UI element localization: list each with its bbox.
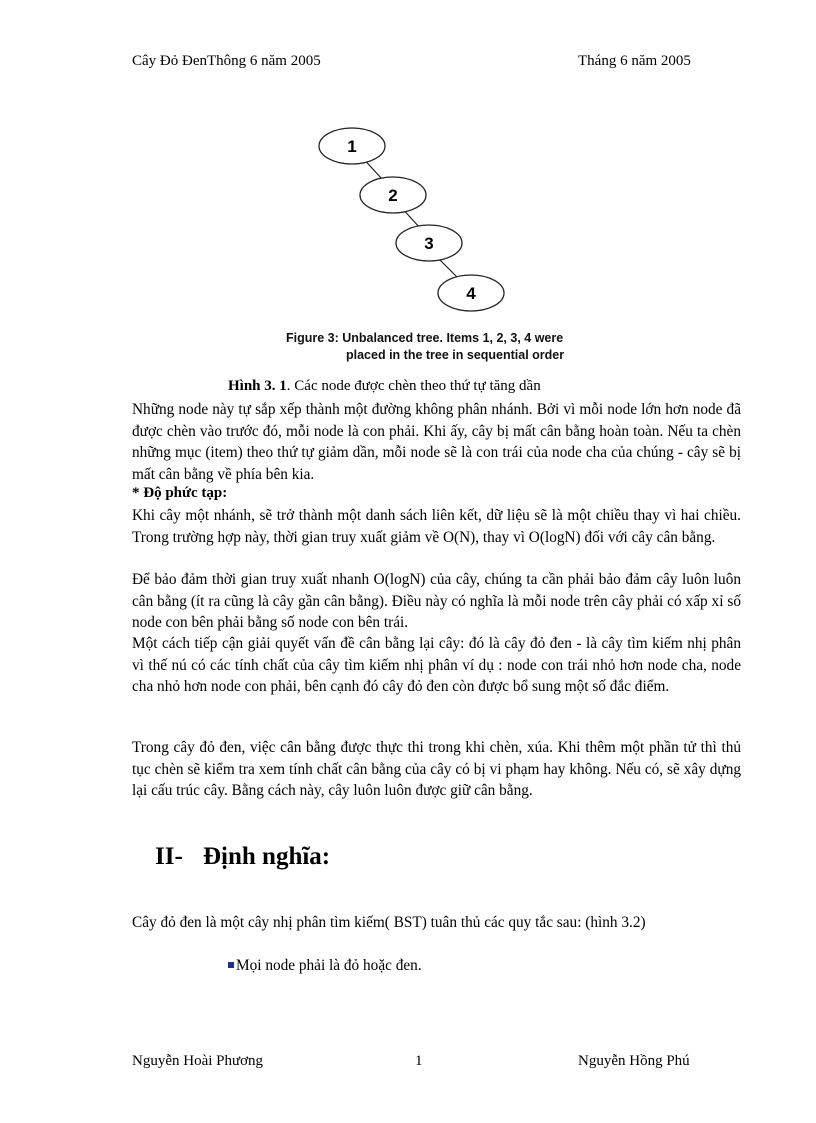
header-right: Tháng 6 năm 2005 [578,53,691,69]
bullet-square-icon [228,962,234,968]
figure-caption-line2: placed in the tree in sequential order [346,348,565,362]
figure-label [228,378,541,395]
tree-node-label-1: 1 [347,137,357,156]
definition-text: Cây đỏ đen là một cây nhị phân tìm kiếm( BST) tuân thủ các quy tắc sau: (hình 3.2) [132,914,646,931]
section-title: Định nghĩa: [203,843,331,870]
figure-caption-line1: Figure 3: Unbalanced tree. Items 1, 2, 3, 4 were [286,331,564,345]
tree-node-label-4: 4 [466,284,476,303]
tree-node-label-2: 2 [388,186,398,205]
complexity-heading: * Độ phức tạp: [132,485,228,501]
section-number: II- [155,843,183,870]
tree-node-label-3: 3 [424,234,434,253]
figure-label-text: . Các node được chèn theo thứ tự tăng dần [286,378,541,394]
bullet-text: Mọi node phải là đỏ hoặc đen. [236,957,422,974]
figure-label-number: Hình 3. 1 [228,378,287,394]
paragraph-5: Trong cây đỏ đen, việc cân bằng được thực thi trong khi chèn, xúa. Khi thêm một phần tử thì thủ tục chèn sẽ kiểm tra xem tính chất cân bằng của cây có bị vi phạm hay không. Nếu có, sẽ xây dựng lại cấu trúc cây. Bằng cách này, cây luôn luôn được giữ cân bằng. [132,739,741,799]
paragraph-4: Một cách tiếp cận giải quyết vấn đề cân bằng lại cây: đó là cây đỏ đen - là cây tìm kiếm nhị phân vì thế nú có các tính chất của cây tìm kiếm nhị phân ví dụ : node con trái nhỏ hơn node cha, node cha nhỏ hơn node con phải, bên cạnh đó cây đỏ đen còn được bổ sung một số đắc điểm. [132,635,741,695]
footer-left: Nguyễn Hoài Phương [132,1053,264,1069]
paragraph-3: Để bảo đảm thời gian truy xuất nhanh O(logN) của cây, chúng ta cần phải bảo đảm cây luôn luôn cân bằng (ít ra cũng là cây gần cân bằng). Điều này có nghĩa là mỗi node trên cây phải có xấp xỉ số node con bên phải bằng số node con bên trái. [132,571,741,631]
header-left: Cây Đỏ ĐenThông 6 năm 2005 [132,53,321,69]
paragraph-2: Khi cây một nhánh, sẽ trở thành một danh sách liên kết, dữ liệu sẽ là một chiều thay vì hai chiều. Trong trường hợp này, thời gian truy xuất giảm về O(N), thay vì O(logN) đối với cây cân bằng. [132,507,741,546]
footer-right: Nguyễn Hồng Phú [578,1053,690,1069]
bullet-item [228,957,422,975]
paragraph-1: Những node này tự sắp xếp thành một đường không phân nhánh. Bởi vì mỗi node lớn hơn node đã được chèn vào trước đó, mỗi node là con phải. Khi ấy, cây bị mất cân bằng hoàn toàn. Nếu ta chèn những mục (item) theo thứ tự giảm dần, mỗi node sẽ là con trái của node cha của chúng - cây sẽ bị mất cân bằng về phía bên kia. [132,401,741,483]
section-heading [155,843,330,871]
footer-page-number: 1 [415,1053,423,1069]
